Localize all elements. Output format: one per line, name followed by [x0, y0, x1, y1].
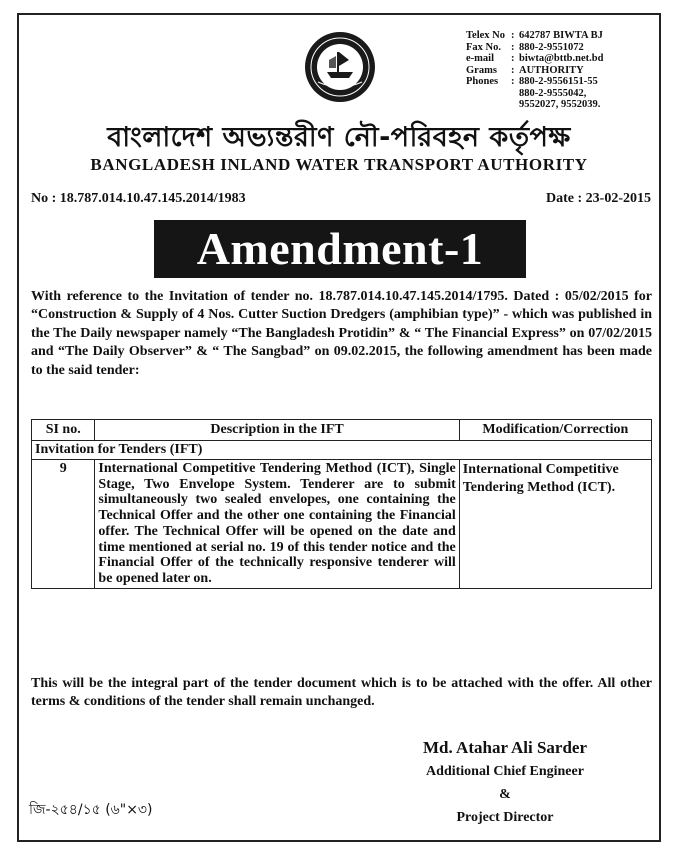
contact-row: [466, 99, 661, 111]
signatory-name: Md. Atahar Ali Sarder: [422, 738, 588, 757]
contact-value: AUTHORITY: [519, 64, 584, 76]
biwta-seal-logo: [303, 30, 377, 104]
contact-value: 880-2-9556151-55: [519, 76, 598, 87]
header-description: Description in the IFT: [95, 420, 459, 441]
row-modification: International Competitive Tendering Method (ICT).: [459, 460, 651, 589]
table-header-row: [32, 420, 652, 441]
closing-paragraph: This will be the integral part of the tender document which is to be attached with the offer. All other terms & conditions of the tender shall remain unchanged.: [31, 676, 652, 710]
signatory-title-1: Additional Chief Engineer: [426, 764, 584, 779]
contact-value: biwta@bttb.net.bd: [519, 53, 604, 64]
contact-row: [466, 30, 661, 42]
intro-paragraph: With reference to the Invitation of tender no. 18.787.014.10.47.145.2014/1795. Dated : 05/02/2015 for “Construction & Supply of 4 Nos. Cutter Suction Dredgers (amphibian type)” - which was published in the The Daily newspaper namely “The Bangladesh Protidin” & “ The Financial Express” on 07/02/2015 and “The Daily Observer” & “ The Sangbad” on 09.02.2015, the following amendment has been made to the said tender:: [31, 289, 652, 378]
contact-key: Grams: [466, 64, 497, 76]
contact-row: [466, 65, 661, 77]
contact-key: [466, 99, 511, 111]
contact-colon: :: [511, 64, 515, 76]
table-section-row: [32, 441, 652, 460]
contact-value: 9552027, 9552039.: [519, 99, 601, 110]
contact-colon: :: [511, 76, 515, 87]
contact-colon: :: [511, 41, 515, 53]
row-si-no: 9: [32, 460, 95, 589]
contact-colon: [511, 88, 519, 100]
contact-row: [466, 76, 661, 88]
contact-value: 642787 BIWTA BJ: [519, 30, 603, 41]
reference-date: Date : 23-02-2015: [546, 191, 651, 206]
contact-value: 880-2-9551072: [519, 41, 584, 53]
contact-row: [466, 88, 661, 100]
contact-colon: :: [511, 53, 515, 64]
contact-key: Telex No: [466, 30, 505, 41]
header-modification: Modification/Correction: [459, 420, 651, 441]
amendment-heading: Amendment-1: [154, 220, 526, 278]
section-label: Invitation for Tenders (IFT): [32, 441, 652, 460]
header-si-no: SI no.: [32, 420, 95, 441]
contact-info: [466, 30, 661, 111]
org-title-bangla: বাংলাদেশ অভ্যন্তরীণ নৌ-পরিবহন কর্তৃপক্ষ: [107, 122, 571, 153]
contact-row: [466, 42, 661, 54]
amendment-table: [31, 419, 652, 589]
table-row: [32, 460, 652, 589]
contact-value: 880-2-9555042,: [519, 87, 587, 99]
signatory-title-2: Project Director: [456, 810, 554, 825]
row-description: International Competitive Tendering Method (ICT), Single Stage, Two Envelope System. Tenderer are to submit simultaneously two sealed envelopes, one containing the Technical Offer and the other one containing the Financial offer. The Technical Offer will be opened on the date and time mentioned at serial no. 19 of this tender notice and the Financial Offer of the technically responsive tenderer will be opened later on.: [95, 460, 459, 589]
contact-key: e-mail: [466, 53, 494, 64]
contact-row: [466, 53, 661, 65]
contact-key: Fax No.: [466, 41, 501, 53]
publication-code: জি-২৫৪/১৫ (৬"×৩): [29, 802, 153, 818]
contact-colon: [511, 99, 519, 111]
contact-key: [466, 88, 511, 100]
org-title-english: BANGLADESH INLAND WATER TRANSPORT AUTHORITY: [90, 155, 588, 174]
contact-colon: :: [511, 30, 515, 41]
signatory-ampersand: &: [499, 787, 511, 802]
reference-number: No : 18.787.014.10.47.145.2014/1983: [31, 191, 246, 206]
contact-key: Phones: [466, 76, 499, 87]
